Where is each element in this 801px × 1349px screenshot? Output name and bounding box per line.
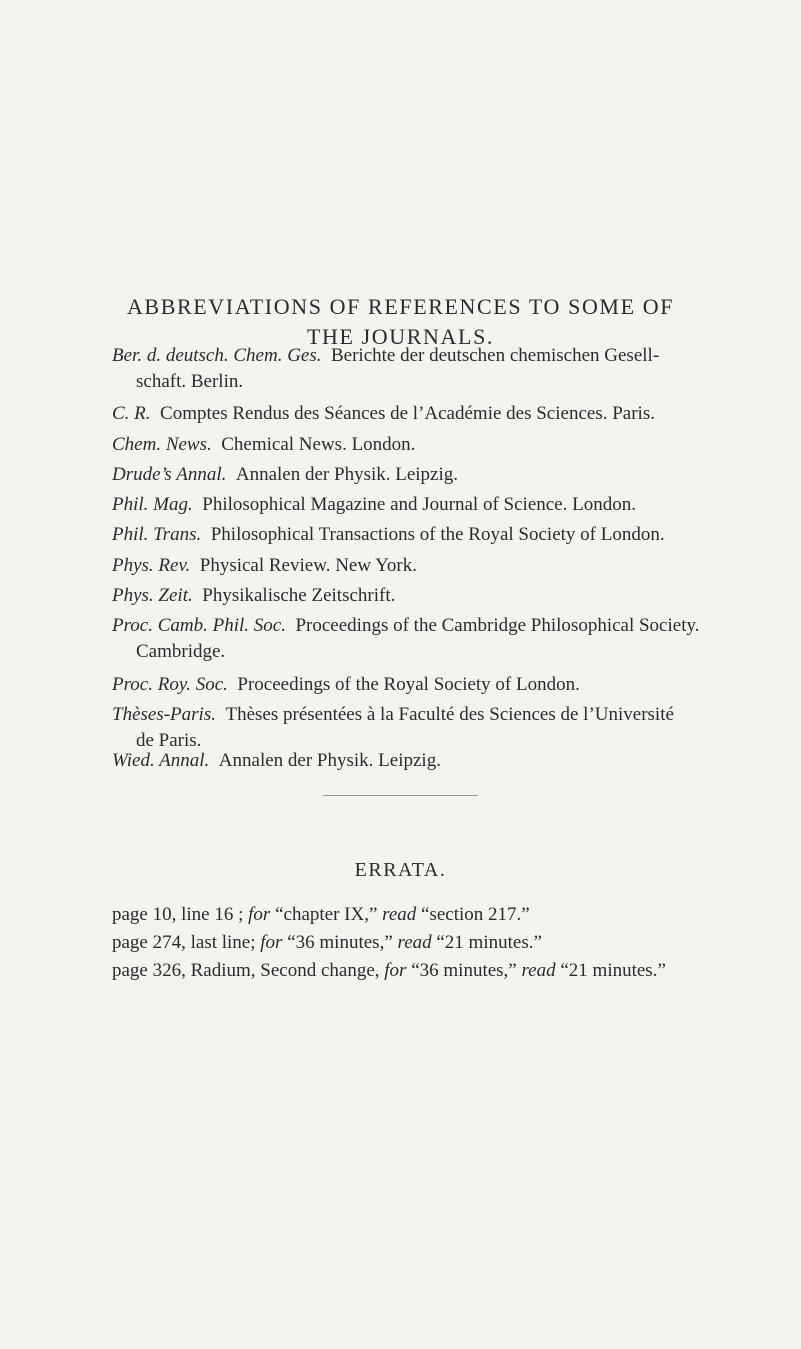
- journal-name-continued: schaft. Berlin.: [136, 371, 244, 392]
- abbreviation-entry: [112, 522, 767, 548]
- erratum-for: for: [248, 904, 271, 925]
- abbreviation-entry: [112, 492, 767, 518]
- erratum-line: [112, 930, 792, 956]
- erratum-wrong: “36 minutes,”: [287, 932, 393, 953]
- abbreviation: Phys. Zeit.: [112, 585, 193, 606]
- abbreviation: Chem. News.: [112, 434, 212, 455]
- journal-name: Proceedings of the Cambridge Philosophical Society.: [295, 615, 700, 636]
- abbreviation-entry: [112, 343, 767, 395]
- erratum-for: for: [260, 932, 283, 953]
- section-divider: [323, 795, 478, 796]
- abbreviation-entry: [112, 462, 767, 488]
- errata-title: ERRATA.: [354, 859, 447, 881]
- page-title: ABBREVIATIONS OF REFERENCES TO SOME OF: [126, 294, 675, 319]
- journal-name: Comptes Rendus des Séances de l’Académie des Sciences. Paris.: [160, 403, 655, 424]
- abbreviation: Wied. Annal.: [112, 750, 210, 771]
- abbreviation-entry: [112, 702, 767, 754]
- journal-name: Philosophical Transactions of the Royal Society of London.: [210, 524, 665, 545]
- abbreviation: C. R.: [112, 403, 151, 424]
- erratum-read: read: [521, 960, 556, 981]
- erratum-correct: “21 minutes.”: [436, 932, 542, 953]
- abbreviation-entry: [112, 432, 767, 458]
- erratum-wrong: “chapter IX,”: [275, 904, 378, 925]
- abbreviation: Thèses-Paris.: [112, 704, 216, 725]
- journal-name: Thèses présentées à la Faculté des Sciences de l’Université: [225, 704, 674, 725]
- abbreviation: Phys. Rev.: [112, 555, 191, 576]
- erratum-line: [112, 958, 792, 984]
- journal-name: Annalen der Physik. Leipzig.: [235, 464, 459, 485]
- abbreviation-entry: [112, 613, 767, 665]
- abbreviation: Proc. Roy. Soc.: [112, 674, 228, 695]
- abbreviation-entry: [112, 748, 767, 774]
- erratum-correct: “section 217.”: [421, 904, 530, 925]
- page-title-line-2: THE JOURNALS.: [306, 324, 495, 349]
- abbreviation-entry: [112, 553, 767, 579]
- journal-name: Physikalische Zeitschrift.: [202, 585, 396, 606]
- erratum-read: read: [397, 932, 432, 953]
- erratum-correct: “21 minutes.”: [560, 960, 666, 981]
- erratum-read: read: [382, 904, 417, 925]
- journal-name-continued: de Paris.: [136, 730, 202, 751]
- erratum-location: page 326, Radium, Second change,: [112, 960, 380, 981]
- abbreviation: Phil. Mag.: [112, 494, 193, 515]
- journal-name: Physical Review. New York.: [199, 555, 418, 576]
- erratum-for: for: [384, 960, 407, 981]
- journal-name: Annalen der Physik. Leipzig.: [218, 750, 441, 771]
- abbreviation: Ber. d. deutsch. Chem. Ges.: [112, 345, 322, 366]
- abbreviation-entry: [112, 401, 767, 427]
- abbreviation: Proc. Camb. Phil. Soc.: [112, 615, 286, 636]
- abbreviation: Phil. Trans.: [112, 524, 202, 545]
- abbreviation: Drude’s Annal.: [112, 464, 227, 485]
- journal-name: Proceedings of the Royal Society of London.: [237, 674, 580, 695]
- journal-name: Chemical News. London.: [221, 434, 416, 455]
- journal-name: Philosophical Magazine and Journal of Science. London.: [202, 494, 636, 515]
- abbreviation-entry: [112, 672, 767, 698]
- journal-name: Berichte der deutschen chemischen Gesell-: [331, 345, 660, 366]
- erratum-line: [112, 902, 792, 928]
- abbreviation-entry: [112, 583, 767, 609]
- erratum-location: page 274, last line;: [112, 932, 256, 953]
- journal-name-continued: Cambridge.: [136, 641, 226, 662]
- erratum-location: page 10, line 16 ;: [112, 904, 244, 925]
- erratum-wrong: “36 minutes,”: [411, 960, 517, 981]
